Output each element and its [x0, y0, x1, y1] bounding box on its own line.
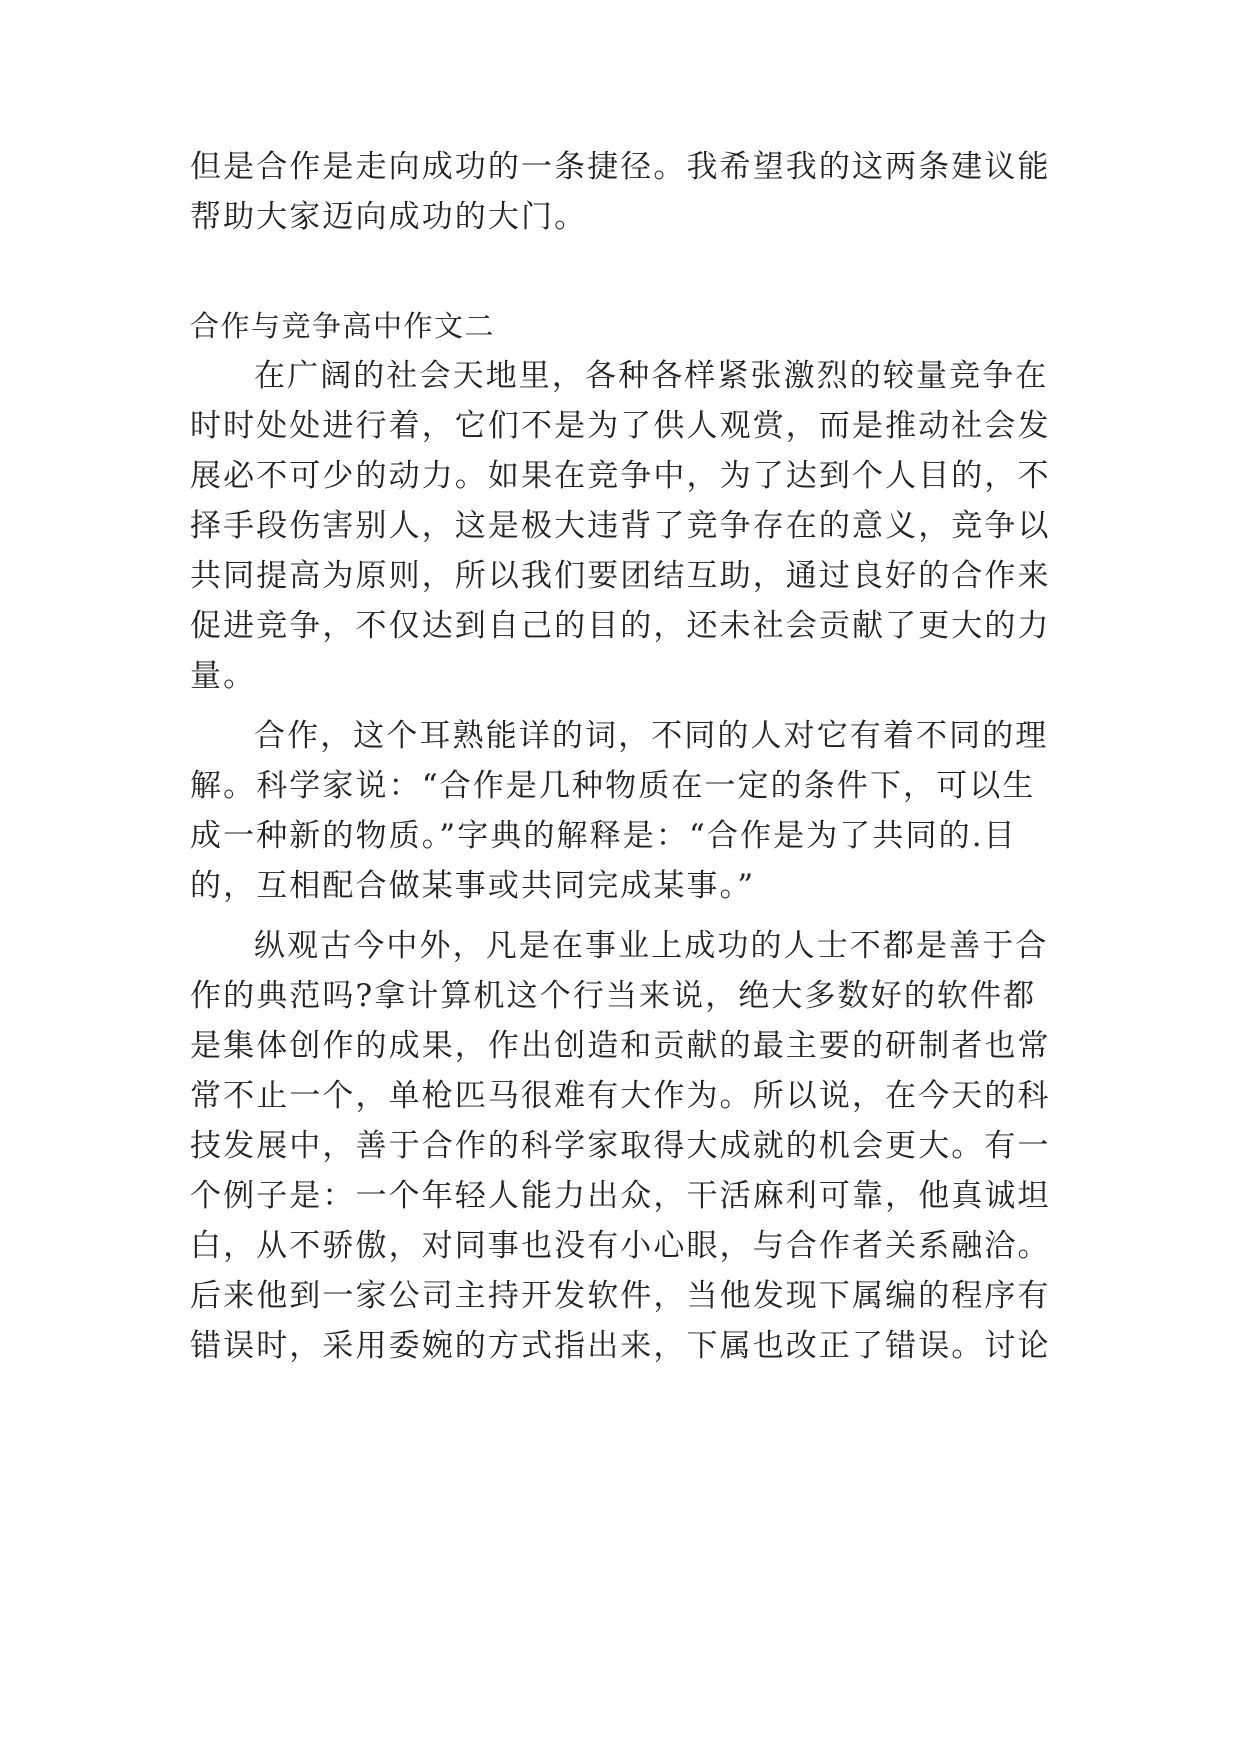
paragraph1-line-7: 量。 — [190, 658, 257, 694]
paragraph1-line-3: 展必不可少的动力。如果在竞争中，为了达到个人目的，不 — [190, 458, 1051, 494]
paragraph3-line-9: 错误时，采用委婉的方式指出来，下属也改正了错误。讨论 — [190, 1328, 1051, 1364]
paragraph3-line-7: 白，从不骄傲，对同事也没有小心眼，与合作者关系融洽。 — [190, 1228, 1051, 1264]
paragraph2-line-1: 合作，这个耳熟能详的词，不同的人对它有着不同的理 — [254, 718, 1049, 754]
paragraph3-line-6: 个例子是：一个年轻人能力出众，干活麻利可靠，他真诚坦 — [190, 1178, 1051, 1214]
paragraph1-line-5: 共同提高为原则，所以我们要团结互助，通过良好的合作来 — [190, 558, 1051, 594]
paragraph3-line-4: 常不止一个，单枪匹马很难有大作为。所以说，在今天的科 — [190, 1078, 1051, 1114]
paragraph1-line-4: 择手段伤害别人，这是极大违背了竞争存在的意义，竞争以 — [190, 508, 1051, 544]
paragraph3-line-1: 纵观古今中外，凡是在事业上成功的人士不都是善于合 — [254, 928, 1049, 964]
paragraph3-line-2: 作的典范吗?拿计算机这个行当来说，绝大多数好的软件都 — [190, 978, 1037, 1014]
intro-line-2: 帮助大家迈向成功的大门。 — [190, 199, 588, 235]
intro-line-1: 但是合作是走向成功的一条捷径。我希望我的这两条建议能 — [190, 149, 1051, 185]
paragraph3-line-3: 是集体创作的成果，作出创造和贡献的最主要的研制者也常 — [190, 1028, 1051, 1064]
paragraph3-line-5: 技发展中，善于合作的科学家取得大成就的机会更大。有一 — [190, 1128, 1051, 1164]
paragraph1-line-2: 时时处处进行着，它们不是为了供人观赏，而是推动社会发 — [190, 408, 1051, 444]
paragraph1-line-1: 在广阔的社会天地里，各种各样紧张激烈的较量竞争在 — [254, 358, 1049, 394]
paragraph2-line-2: 解。科学家说：“合作是几种物质在一定的条件下，可以生 — [190, 768, 1036, 804]
paragraph2-line-4: 的，互相配合做某事或共同完成某事。” — [190, 868, 756, 904]
paragraph3-line-8: 后来他到一家公司主持开发软件，当他发现下属编的程序有 — [190, 1278, 1051, 1314]
paragraph2-line-3: 成一种新的物质。”字典的解释是：“合作是为了共同的.目 — [190, 818, 1017, 854]
paragraph1-line-6: 促进竞争，不仅达到自己的目的，还未社会贡献了更大的力 — [190, 608, 1051, 644]
section-title: 合作与竞争高中作文二 — [190, 309, 496, 343]
